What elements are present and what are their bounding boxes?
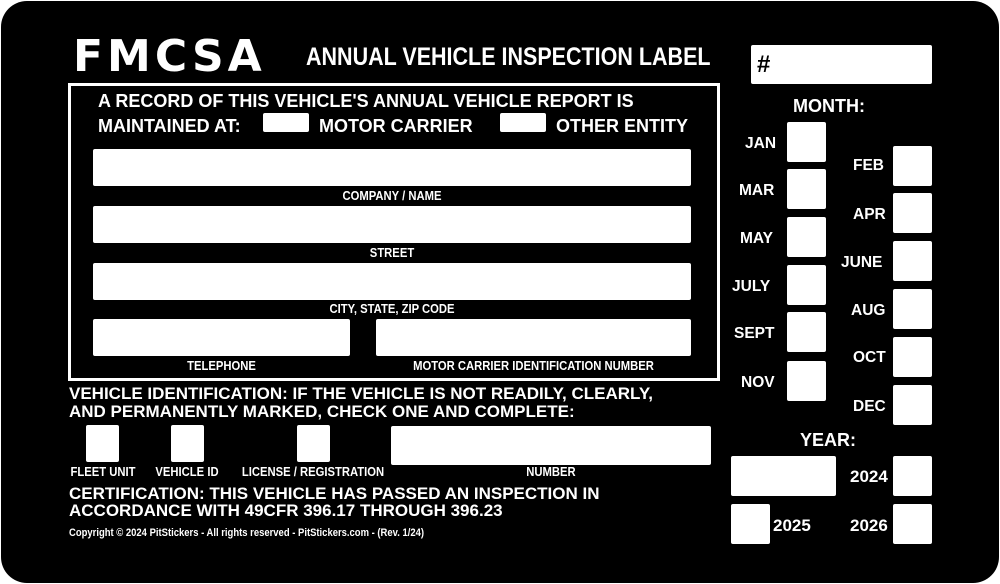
month-box-nov[interactable]	[787, 361, 826, 401]
record-line1: A RECORD OF THIS VEHICLE'S ANNUAL VEHICLE REPORT IS	[98, 91, 634, 111]
month-label-aug: AUG	[851, 302, 886, 319]
label-title: ANNUAL VEHICLE INSPECTION LABEL	[306, 43, 711, 71]
year-box-2025[interactable]	[731, 504, 770, 544]
telephone-field[interactable]	[93, 319, 350, 356]
month-box-sept[interactable]	[787, 312, 826, 352]
month-box-jan[interactable]	[787, 122, 826, 162]
year-box-2024[interactable]	[893, 456, 932, 496]
month-box-oct[interactable]	[893, 337, 932, 377]
maintained-at-label: MAINTAINED AT:	[98, 116, 241, 136]
inspection-label	[1, 1, 999, 583]
month-box-aug[interactable]	[893, 289, 932, 329]
month-label-jan: JAN	[745, 135, 777, 152]
vehicle-id-checkbox[interactable]	[171, 425, 204, 462]
year-box-2026[interactable]	[893, 504, 932, 544]
month-box-dec[interactable]	[893, 385, 932, 425]
street-caption: STREET	[369, 246, 415, 260]
month-label-apr: APR	[853, 206, 886, 223]
brand-title: FMCSA	[73, 31, 266, 82]
city-state-zip-field[interactable]	[93, 263, 691, 300]
company-name-caption: COMPANY / NAME	[342, 189, 442, 203]
month-box-mar[interactable]	[787, 169, 826, 209]
number-field[interactable]	[751, 45, 932, 84]
month-label-june: JUNE	[841, 254, 883, 271]
month-box-june[interactable]	[893, 241, 932, 281]
other-entity-checkbox[interactable]	[500, 113, 546, 132]
license-registration-checkbox[interactable]	[297, 425, 330, 462]
year-label-2024: 2024	[850, 467, 888, 486]
carrier-id-caption: MOTOR CARRIER IDENTIFICATION NUMBER	[413, 359, 654, 373]
other-entity-label: OTHER ENTITY	[556, 116, 689, 136]
city-state-zip-caption: CITY, STATE, ZIP CODE	[329, 302, 455, 316]
month-label-may: MAY	[740, 230, 774, 247]
year-heading: YEAR:	[800, 430, 857, 450]
number-prefix: #	[757, 51, 771, 78]
company-name-field[interactable]	[93, 149, 691, 186]
copyright-notice: Copyright © 2024 PitStickers - All rights reserved - PitStickers.com - (Rev. 1/24)	[69, 527, 425, 539]
carrier-id-field[interactable]	[376, 319, 691, 356]
license-registration-label: LICENSE / REGISTRATION	[241, 465, 385, 479]
month-heading: MONTH:	[793, 96, 865, 116]
year-label-2025: 2025	[773, 516, 811, 535]
month-label-oct: OCT	[853, 349, 886, 366]
month-box-apr[interactable]	[893, 193, 932, 233]
street-field[interactable]	[93, 206, 691, 243]
motor-carrier-label: MOTOR CARRIER	[319, 116, 473, 136]
year-label-2026: 2026	[850, 516, 888, 535]
month-label-mar: MAR	[739, 182, 775, 199]
month-box-may[interactable]	[787, 217, 826, 257]
motor-carrier-checkbox[interactable]	[263, 113, 309, 132]
month-label-nov: NOV	[741, 374, 775, 391]
vehicle-number-field[interactable]	[391, 426, 711, 465]
vehicle-id-label: VEHICLE ID	[155, 465, 219, 479]
certification-line1: CERTIFICATION: THIS VEHICLE HAS PASSED AN INSPECTION IN	[69, 484, 600, 503]
vehicle-number-label: NUMBER	[526, 465, 576, 479]
vehicle-id-line2: AND PERMANENTLY MARKED, CHECK ONE AND COMPLETE:	[69, 402, 575, 421]
month-label-feb: FEB	[853, 157, 884, 174]
month-label-sept: SEPT	[734, 325, 775, 342]
month-label-dec: DEC	[853, 398, 886, 415]
fleet-unit-label: FLEET UNIT	[70, 465, 136, 479]
month-box-july[interactable]	[787, 265, 826, 305]
telephone-caption: TELEPHONE	[187, 359, 256, 373]
month-box-feb[interactable]	[893, 146, 932, 186]
year-write-in-field[interactable]	[731, 456, 836, 496]
month-label-july: JULY	[732, 278, 771, 295]
fleet-unit-checkbox[interactable]	[86, 425, 119, 462]
certification-line2: ACCORDANCE WITH 49CFR 396.17 THROUGH 396.23	[69, 501, 503, 520]
vehicle-id-line1: VEHICLE IDENTIFICATION: IF THE VEHICLE IS NOT READILY, CLEARLY,	[69, 384, 654, 403]
